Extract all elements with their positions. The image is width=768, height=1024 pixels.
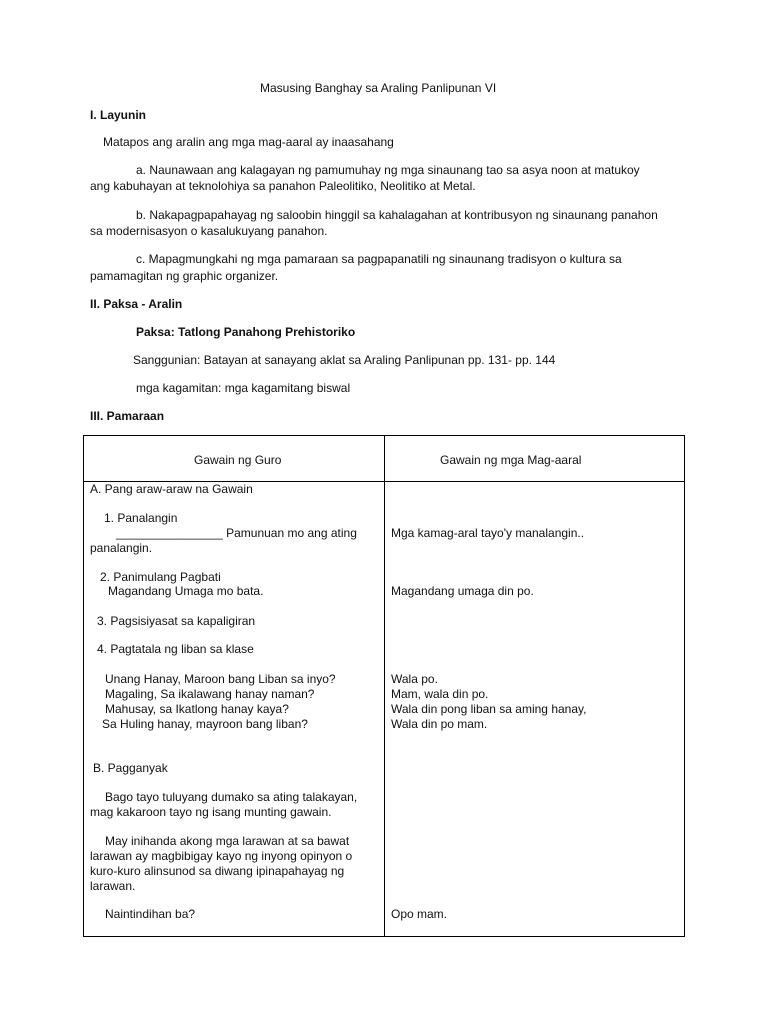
paksa-title: Paksa: Tatlong Panahong Prehistoriko [136, 325, 356, 339]
objective-c-line2: pamamagitan ng graphic organizer. [90, 269, 279, 283]
student-wala-2: Mam, wala din po. [391, 687, 489, 701]
panalangin-label: 1. Panalangin [104, 511, 178, 525]
student-magandang-umaga: Magandang umaga din po. [391, 584, 534, 598]
unang-hanay: Unang Hanay, Maroon bang Liban sa inyo? [105, 672, 336, 686]
layunin-intro: Matapos ang aralin ang mga mag-aaral ay inaasahang [103, 135, 394, 149]
student-column-header: Gawain ng mga Mag-aaral [440, 453, 582, 467]
sanggunian: Sanggunian: Batayan at sanayang aklat sa Araling Panlipunan pp. 131- pp. 144 [133, 353, 556, 367]
section-a-heading: A. Pang araw-araw na Gawain [90, 482, 253, 496]
section-b-heading: B. Pagganyak [93, 761, 168, 775]
column-divider [384, 436, 385, 936]
objective-c-line1: c. Mapagmungkahi ng mga pamaraan sa pagpapanatili ng sinaunang tradisyon o kultura sa [136, 252, 622, 266]
objective-b-line2: sa modernisasyon o kasalukuyang panahon. [90, 224, 328, 238]
mahusay-hanay: Mahusay, sa Ikatlong hanay kaya? [105, 702, 289, 716]
pamaraan-heading: III. Pamaraan [90, 409, 165, 423]
objective-b-line1: b. Nakapagpapahayag ng saloobin hinggil sa kahalagahan at kontribusyon ng sinaunang panahon [136, 208, 658, 222]
teacher-column-header: Gawain ng Guro [194, 453, 282, 467]
pagsisiyasat-label: 3. Pagsisiyasat sa kapaligiran [97, 614, 256, 628]
panalangin-line: ________________ Pamunuan mo ang ating [116, 526, 357, 540]
panalangin-cont: panalangin. [90, 541, 153, 555]
huling-hanay: Sa Huling hanay, mayroon bang liban? [102, 717, 308, 731]
kagamitan: mga kagamitan: mga kagamitang biswal [136, 381, 351, 395]
magandang-umaga-teacher: Magandang Umaga mo bata. [108, 584, 264, 598]
student-manalangin: Mga kamag-aral tayo'y manalangin.. [391, 526, 585, 540]
bago-line1: Bago tayo tuluyang dumako sa ating talakayan, [105, 790, 358, 804]
may-line2: larawan ay magbibigay kayo ng inyong opinyon o [90, 849, 353, 863]
may-line3: kuro-kuro alinsunod sa diwang ipinapahayag ng [90, 864, 345, 878]
bago-line2: mag kakaroon tayo ng isang munting gawain. [90, 805, 332, 819]
procedure-table [83, 435, 685, 937]
student-opo: Opo mam. [391, 907, 448, 921]
student-wala-4: Wala din po mam. [391, 717, 488, 731]
objective-a-line1: a. Naunawaan ang kalagayan ng pamumuhay ng mga sinaunang tao sa asya noon at matukoy [136, 163, 640, 177]
student-wala-1: Wala po. [391, 672, 438, 686]
paksa-heading: II. Paksa - Aralin [90, 297, 183, 311]
may-line1: May inihanda akong mga larawan at sa bawat [105, 834, 350, 848]
objective-a-line2: ang kabuhayan at teknolohiya sa panahon Paleolitiko, Neolitiko at Metal. [90, 179, 476, 193]
layunin-heading: I. Layunin [90, 108, 147, 122]
document-title: Masusing Banghay sa Araling Panlipunan VI [260, 81, 497, 95]
panimulang-label: 2. Panimulang Pagbati [100, 570, 221, 584]
naintindihan: Naintindihan ba? [105, 907, 196, 921]
may-line4: larawan. [90, 879, 136, 893]
pagtatala-label: 4. Pagtatala ng liban sa klase [97, 642, 254, 656]
student-wala-3: Wala din pong liban sa aming hanay, [391, 702, 587, 716]
magaling-hanay: Magaling, Sa ikalawang hanay naman? [105, 687, 315, 701]
